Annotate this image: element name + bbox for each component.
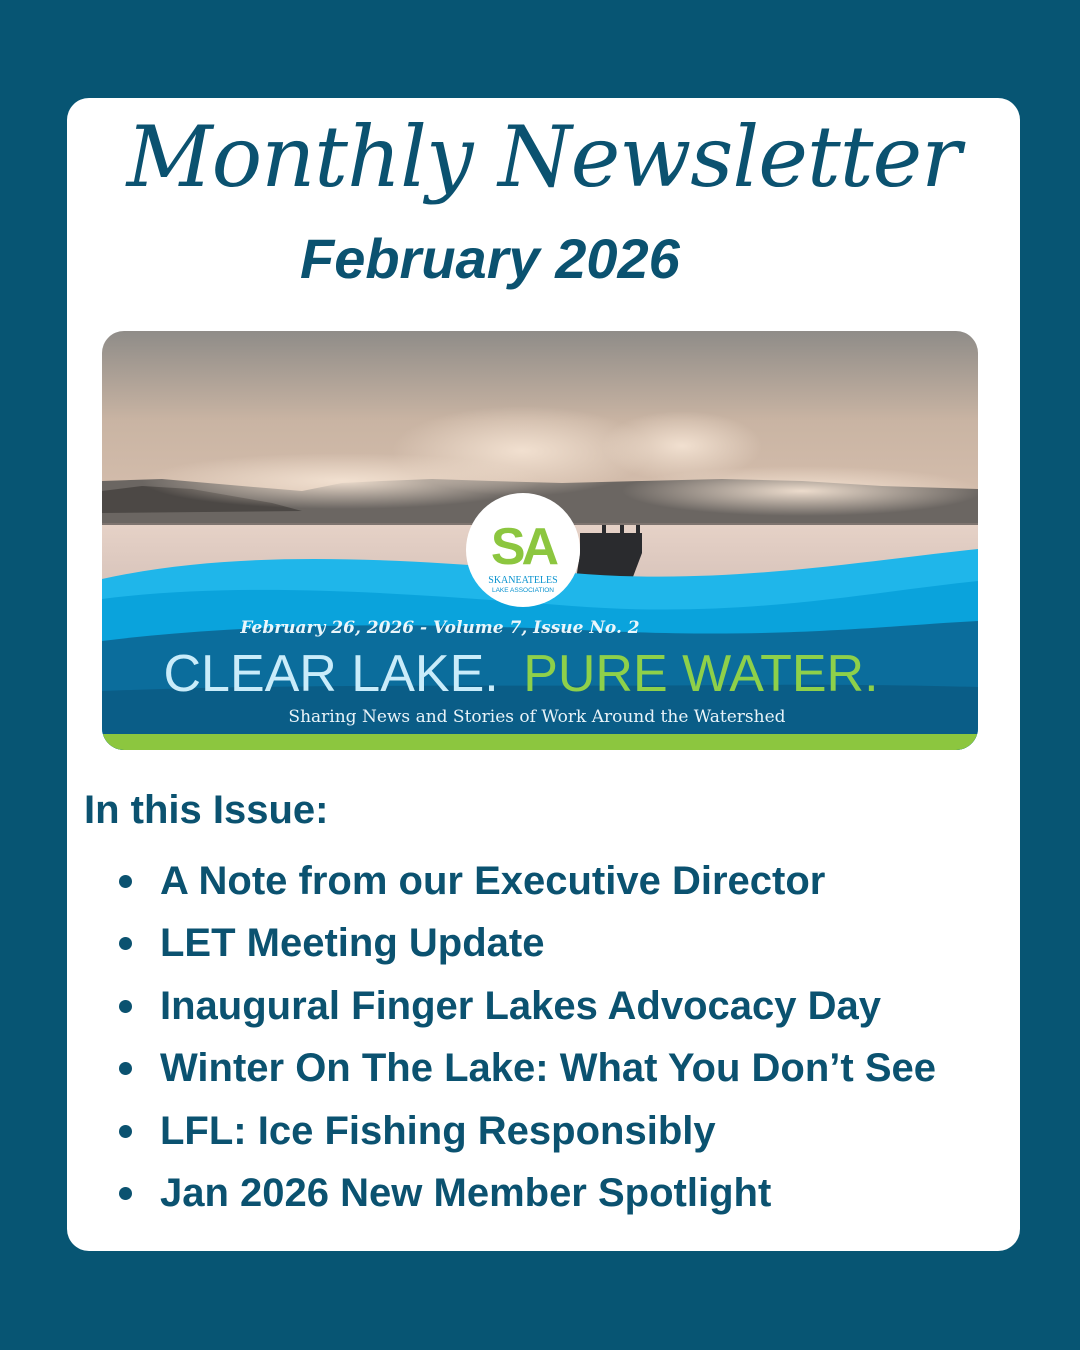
banner-tagline: Sharing News and Stories of Work Around the Watershed <box>288 707 786 727</box>
issue-line: February 26, 2026 - Volume 7, Issue No. 2 <box>240 618 640 638</box>
bullet-icon <box>119 1125 132 1138</box>
skaneateles-logo <box>466 493 580 607</box>
newsletter-card <box>67 98 1020 1251</box>
list-item: LFL: Ice Fishing Responsibly <box>107 1100 936 1162</box>
contents-heading: In this Issue: <box>84 788 329 832</box>
list-item: Inaugural Finger Lakes Advocacy Day <box>107 975 936 1037</box>
logo-initials: SA <box>490 518 556 576</box>
list-item: Winter On The Lake: What You Don’t See <box>107 1037 936 1099</box>
green-stripe <box>102 734 978 750</box>
bullet-icon <box>119 1062 132 1075</box>
newsletter-title: Monthly Newsletter <box>126 108 961 206</box>
contents-list <box>107 850 936 1224</box>
svg-text:LAKE ASSOCIATION: LAKE ASSOCIATION <box>491 587 555 594</box>
svg-text:SKANEATELES: SKANEATELES <box>488 575 558 586</box>
banner-slogan: CLEAR LAKE. PURE WATER. <box>163 645 879 703</box>
bullet-icon <box>119 1187 132 1200</box>
bullet-icon <box>119 875 132 888</box>
bullet-icon <box>119 937 132 950</box>
list-item: LET Meeting Update <box>107 912 936 974</box>
newsletter-month: February 2026 <box>300 227 680 290</box>
bullet-icon <box>119 1000 132 1013</box>
newsletter-banner <box>102 331 978 750</box>
list-item: A Note from our Executive Director <box>107 850 936 912</box>
fog-cloud <box>142 453 542 509</box>
list-item: Jan 2026 New Member Spotlight <box>107 1162 936 1224</box>
fog-cloud <box>622 466 978 516</box>
